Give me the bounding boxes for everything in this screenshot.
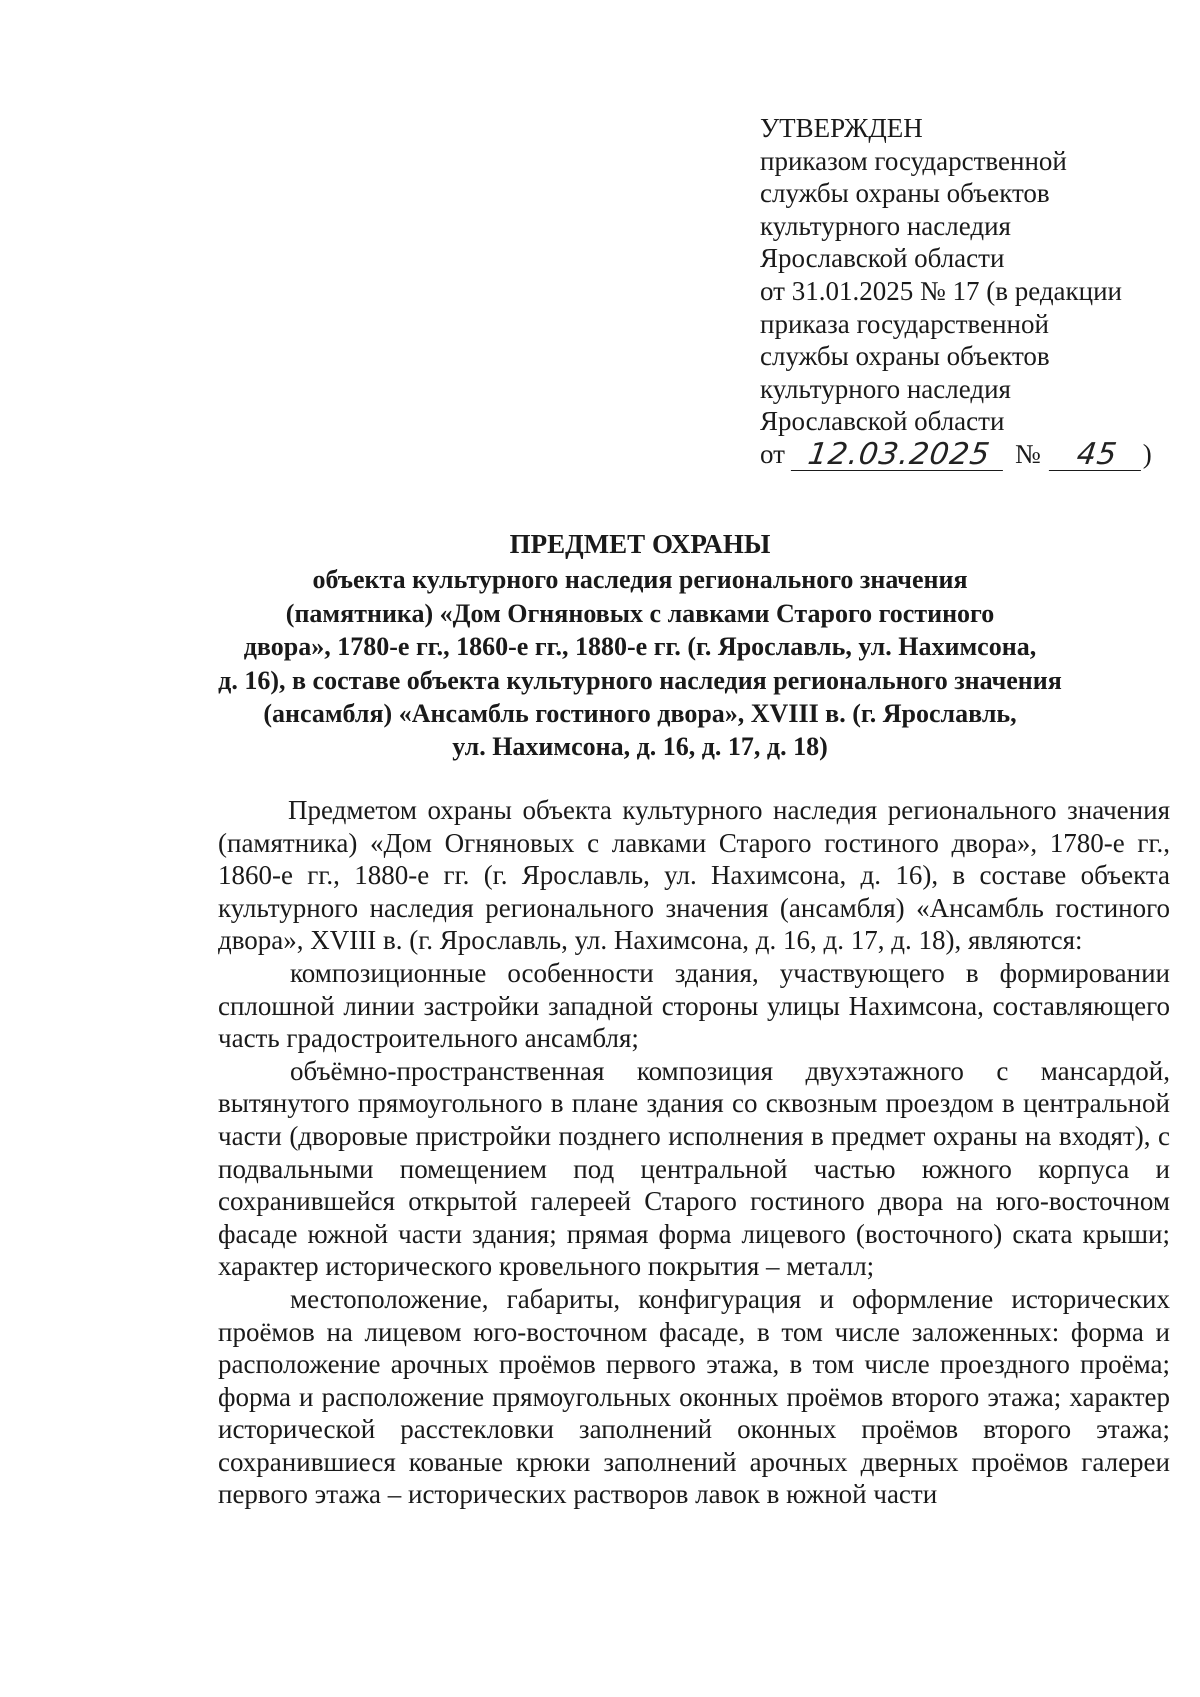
title-line: двора», 1780-е гг., 1860-е гг., 1880-е гг. (г. Ярославль, ул. Нахимсона, <box>243 632 1037 662</box>
approval-line: культурного наследия <box>760 373 1011 404</box>
date-prefix: от <box>760 438 785 469</box>
title-line: (ансамбля) «Ансамбль гостиного двора», XVIII в. (г. Ярославль, <box>263 699 1017 729</box>
title-heading: ПРЕДМЕТ ОХРАНЫ <box>509 529 771 559</box>
approval-line: службы охраны объектов <box>760 341 1050 372</box>
number-sign: № <box>1014 438 1041 469</box>
body-paragraph: объёмно-пространственная композиция двухэтажного с мансардой, вытянутого прямоугольного в плане здания со сквозным проездом в центральной части (дворовые пристройки позднего исполнения в предмет охраны на входят), с подвальными помещением под центральной частью южного корпуса и сохранившейся открытой галереей Старого гостиного двора на юго-восточном фасаде южной части здания; прямая форма лицевого (восточного) ската крыши; характер исторического кровельного покрытия – металл; <box>218 1055 1170 1282</box>
approval-line: приказа государственной <box>760 308 1049 339</box>
handwritten-date: 12.03.2025 <box>791 440 1007 471</box>
handwritten-number: 45 <box>1049 440 1145 471</box>
title-line: (памятника) «Дом Огняновых с лавками Старого гостиного <box>285 598 995 628</box>
approval-block <box>760 112 1160 471</box>
approval-line: службы охраны объектов <box>760 178 1050 209</box>
title-line: ул. Нахимсона, д. 16, д. 17, д. 18) <box>452 732 828 762</box>
approval-date-line <box>760 438 1160 471</box>
body-paragraph: местоположение, габариты, конфигурация и оформление исторических проёмов на лицевом юго-восточном фасаде, в том числе заложенных: форма и расположение арочных проёмов первого этажа, в том числе проездного проёма; форма и расположение прямоугольных оконных проёмов второго этажа; характер исторической расстекловки заполнений оконных проёмов второго этажа; сохранившиеся кованые крюки заполнений арочных дверных проёмов галереи первого этажа – исторических растворов лавок в южной части <box>218 1283 1170 1510</box>
closing-paren: ) <box>1142 438 1152 469</box>
approval-line: культурного наследия <box>760 210 1011 241</box>
body-paragraph: композиционные особенности здания, участвующего в формировании сплошной линии застройки западной стороны улицы Нахимсона, составляющего часть градостроительного ансамбля; <box>218 957 1170 1054</box>
approval-line: приказом государственной <box>760 145 1067 176</box>
approval-line: Ярославской области <box>760 243 1005 274</box>
title-line: д. 16), в составе объекта культурного наследия регионального значения <box>218 665 1062 695</box>
title-line: объекта культурного наследия регионального значения <box>312 565 968 595</box>
document-body <box>218 794 1170 1511</box>
approval-line: от 31.01.2025 № 17 (в редакции <box>760 275 1123 306</box>
approval-heading: УТВЕРЖДЕН <box>760 113 923 143</box>
body-paragraph: Предметом охраны объекта культурного наследия регионального значения (памятника) «Дом Огняновых с лавками Старого гостиного двора», 1780-е гг., 1860-е гг., 1880-е гг. (г. Ярославль, ул. Нахимсона, д. 16), в составе объекта культурного наследия регионального значения (ансамбля) «Ансамбль гостиного двора», XVIII в. (г. Ярославль, ул. Нахимсона, д. 16, д. 17, д. 18), являются: <box>218 795 1170 956</box>
approval-line: Ярославской области <box>760 406 1005 437</box>
document-title <box>200 528 1080 764</box>
